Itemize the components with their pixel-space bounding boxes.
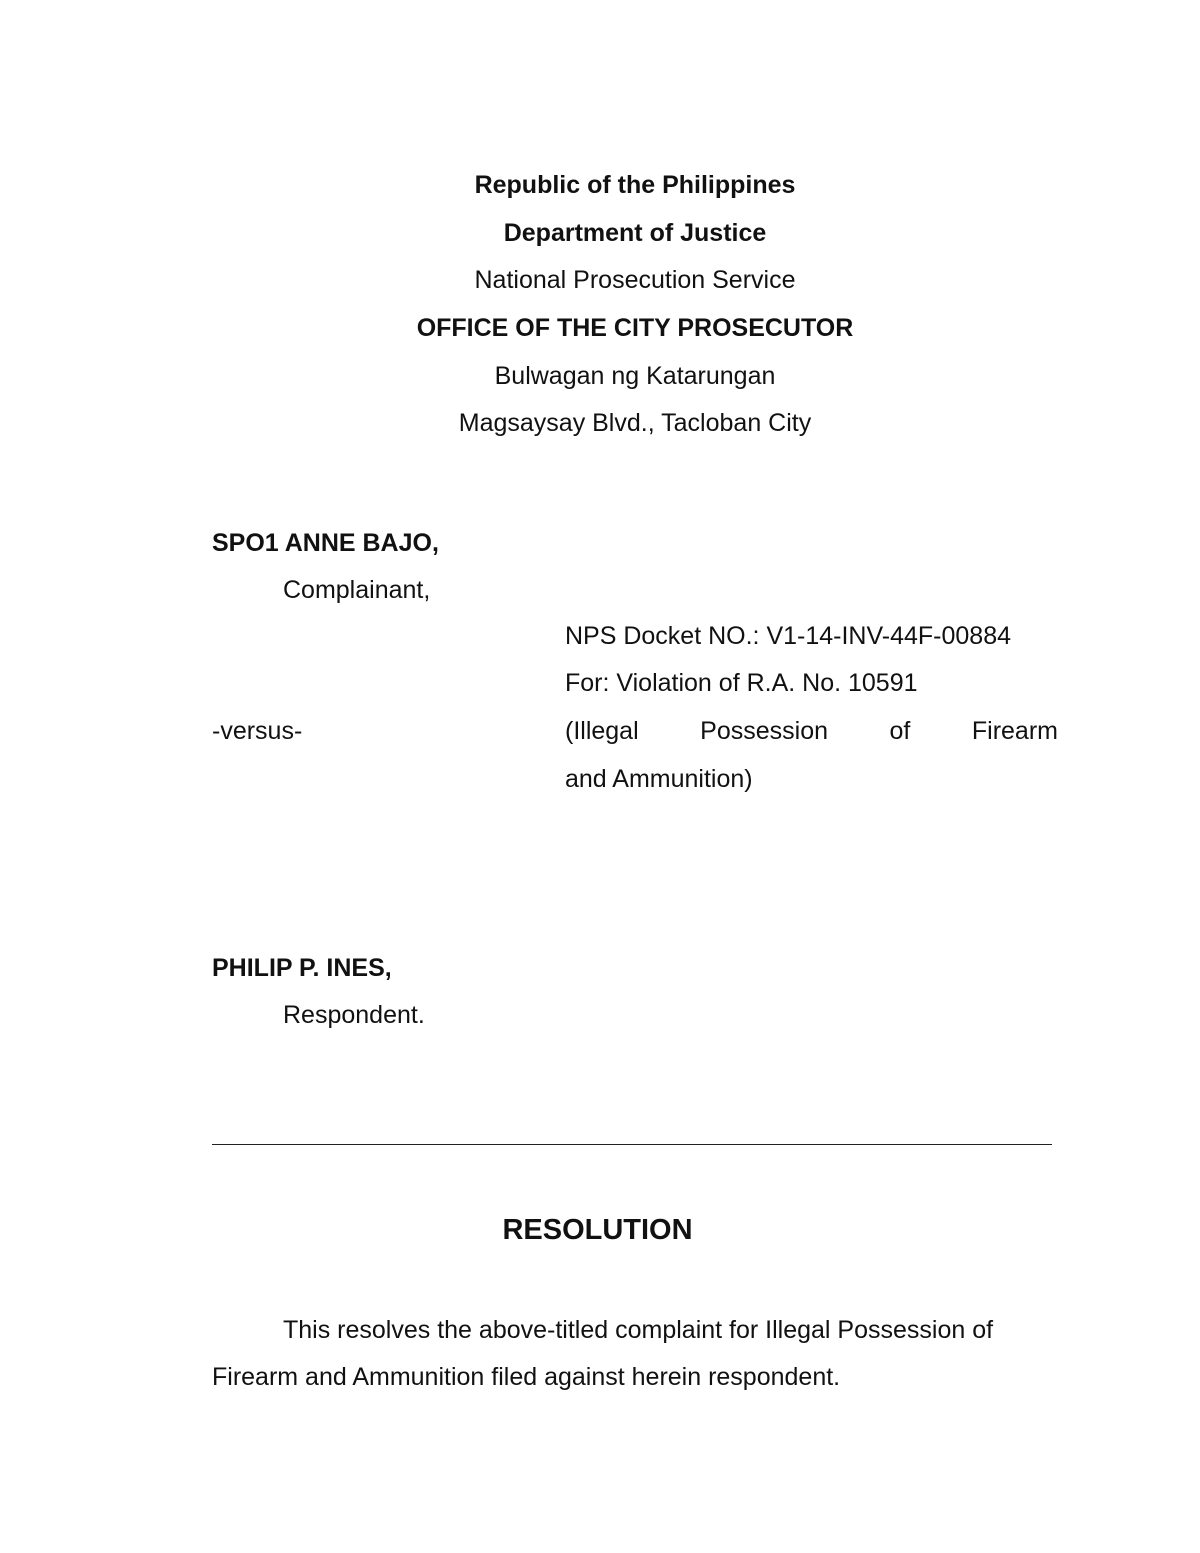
caption-divider (212, 1144, 1052, 1145)
document-title: RESOLUTION (502, 1214, 693, 1246)
respondent-name: PHILIP P. INES, (212, 954, 392, 982)
complainant-name: SPO1 ANNE BAJO, (212, 529, 439, 557)
header-address: Magsaysay Blvd., Tacloban City (458, 409, 812, 437)
offense-description-line1 (565, 716, 1058, 746)
offense-word: (Illegal (565, 717, 639, 745)
offense-statute: For: Violation of R.A. No. 10591 (565, 669, 918, 697)
complainant-role: Complainant, (283, 576, 431, 604)
offense-description-line2: and Ammunition) (565, 765, 753, 793)
body-paragraph-line2: Firearm and Ammunition filed against herein respondent. (212, 1363, 841, 1391)
docket-number: NPS Docket NO.: V1-14-INV-44F-00884 (565, 622, 1012, 650)
header-department: Department of Justice (503, 219, 767, 247)
header-republic: Republic of the Philippines (474, 171, 796, 199)
header-service: National Prosecution Service (474, 266, 796, 294)
offense-word: Firearm (971, 717, 1058, 745)
header-office: OFFICE OF THE CITY PROSECUTOR (416, 314, 854, 342)
offense-word: Possession (700, 717, 829, 745)
offense-word: of (889, 717, 911, 745)
body-paragraph-line1: This resolves the above-titled complaint for Illegal Possession of (283, 1316, 994, 1344)
versus-label: -versus- (212, 717, 303, 745)
respondent-role: Respondent. (283, 1001, 425, 1029)
header-building: Bulwagan ng Katarungan (494, 362, 776, 390)
